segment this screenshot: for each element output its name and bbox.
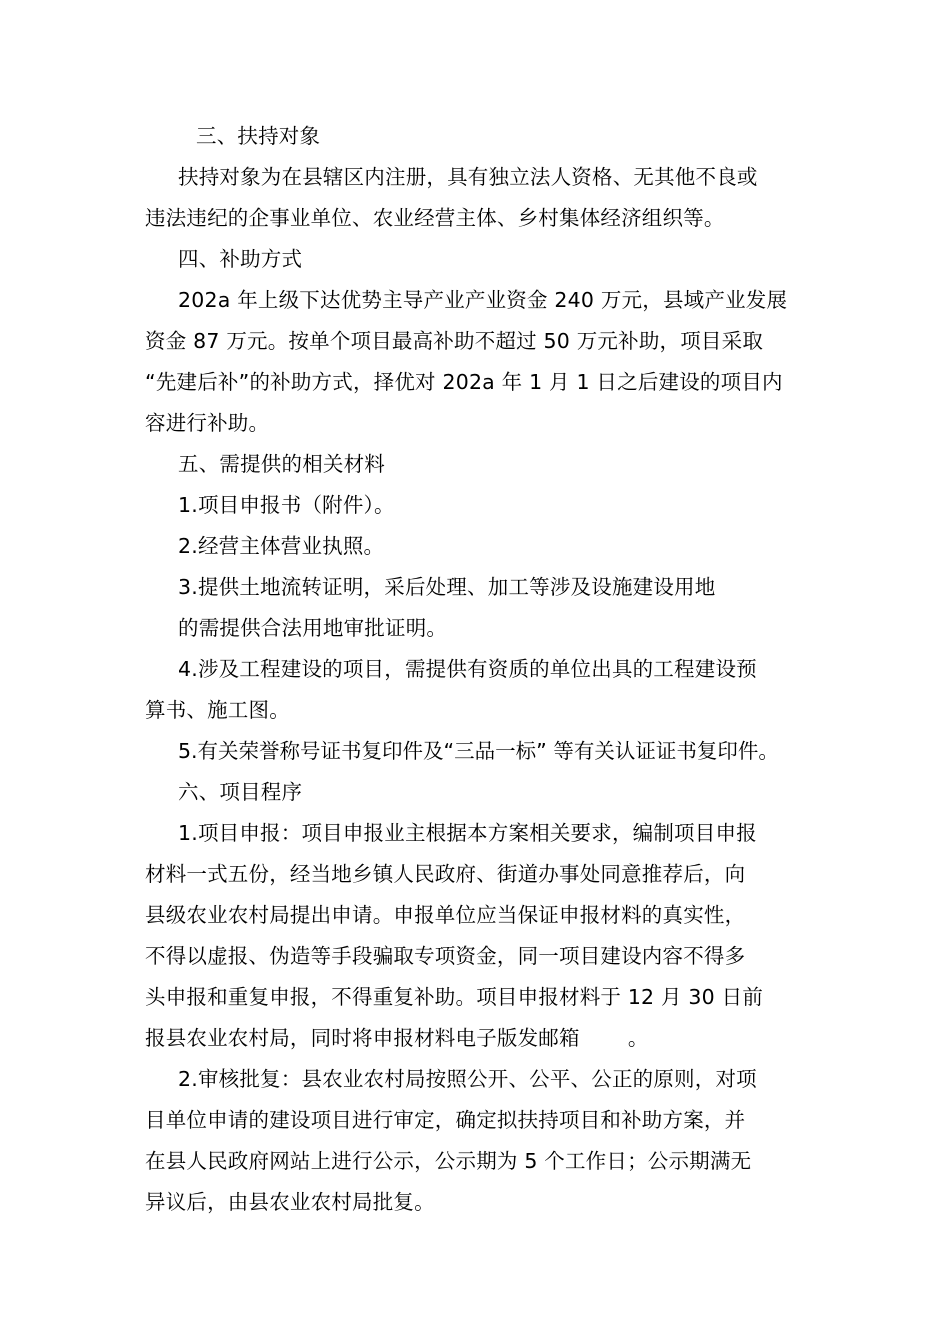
list-item: 5.有关荣誉称号证书复印件及“三品一标” 等有关认证证书复印件。 [178,739,779,763]
paragraph-line: 违法违纪的企事业单位、农业经营主体、乡村集体经济组织等。 [145,206,725,230]
paragraph-line: 目单位申请的建设项目进行审定，确定拟扶持项目和补助方案，并 [145,1108,746,1132]
list-item: 4.涉及工程建设的项目，需提供有资质的单位出具的工程建设预 [178,657,757,681]
paragraph-line: 容进行补助。 [145,411,270,435]
paragraph-line: “先建后补”的补助方式，择优对 202a 年 1 月 1 日之后建设的项目内 [145,370,783,394]
section-heading-4: 四、补助方式 [178,247,303,271]
list-item-continuation: 算书、施工图。 [145,698,290,722]
paragraph-line: 县级农业农村局提出申请。申报单位应当保证申报材料的真实性， [145,903,746,927]
paragraph-line: 1.项目申报：项目申报业主根据本方案相关要求，编制项目申报 [178,821,757,845]
paragraph-line: 2.审核批复：县农业农村局按照公开、公平、公正的原则，对项 [178,1067,757,1091]
paragraph-line: 资金 87 万元。按单个项目最高补助不超过 50 万元补助，项目采取 [145,329,764,353]
paragraph-line: 202a 年上级下达优势主导产业产业资金 240 万元，县域产业发展 [178,288,788,312]
paragraph-line: 异议后，由县农业农村局批复。 [145,1190,435,1214]
paragraph-line: 在县人民政府网站上进行公示，公示期为 5 个工作日；公示期满无 [145,1149,752,1173]
list-item: 3.提供土地流转证明，采后处理、加工等涉及设施建设用地 [178,575,716,599]
section-heading-5: 五、需提供的相关材料 [178,452,385,476]
paragraph-line: 报县农业农村局，同时将申报材料电子版发邮箱 。 [145,1026,649,1050]
paragraph-line: 材料一式五份，经当地乡镇人民政府、街道办事处同意推荐后，向 [145,862,746,886]
paragraph-line: 头申报和重复申报，不得重复补助。项目申报材料于 12 月 30 日前 [145,985,764,1009]
section-heading-6: 六、项目程序 [178,780,303,804]
list-item: 2.经营主体营业执照。 [178,534,385,558]
list-item-continuation: 的需提供合法用地审批证明。 [178,616,448,640]
list-item: 1.项目申报书（附件）。 [178,493,395,517]
paragraph-line: 不得以虚报、伪造等手段骗取专项资金，同一项目建设内容不得多 [145,944,746,968]
section-heading-3: 三、扶持对象 [196,124,321,148]
paragraph-line: 扶持对象为在县辖区内注册，具有独立法人资格、无其他不良或 [178,165,758,189]
